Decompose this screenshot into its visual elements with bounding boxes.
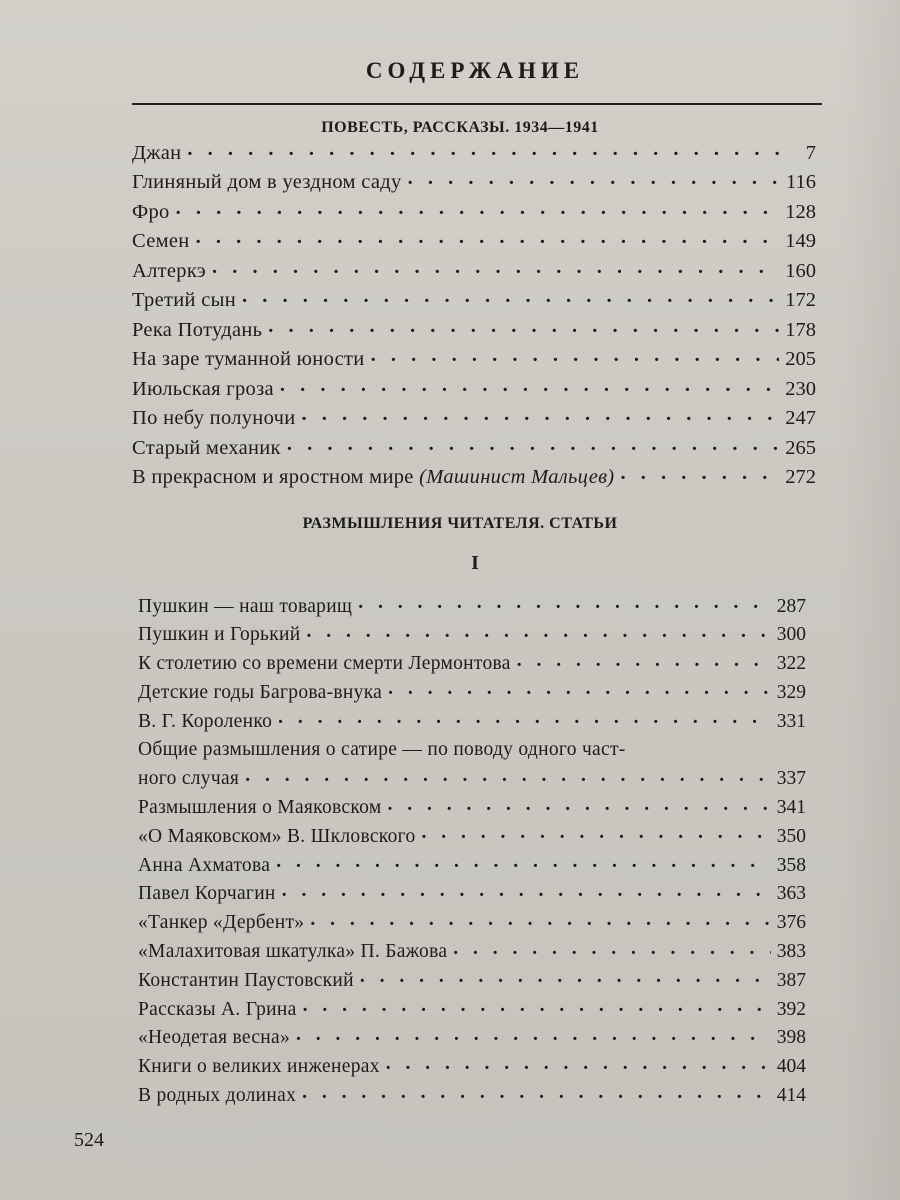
- entry-page-number: 265: [785, 436, 816, 459]
- entry-page-number: 341: [776, 797, 806, 819]
- entry-page-number: 116: [786, 171, 816, 193]
- toc-entry: [138, 794, 806, 823]
- dot-leader: [453, 938, 770, 958]
- entry-title: «Неодетая весна»: [138, 1027, 291, 1049]
- entry-page-number: 331: [776, 710, 806, 732]
- toc-entry: [132, 374, 816, 404]
- dot-leader: [176, 197, 780, 218]
- dot-leader: [242, 286, 779, 307]
- toc-entry: [138, 592, 806, 621]
- toc-entry: [138, 909, 806, 938]
- toc-entry: [132, 433, 816, 463]
- toc-entry: [132, 197, 816, 227]
- dot-leader: [268, 315, 779, 336]
- toc-entry: [138, 1053, 806, 1082]
- entry-title-main: В прекрасном и яростном мире: [132, 466, 414, 488]
- dot-leader: [196, 227, 780, 248]
- dot-leader: [302, 1082, 771, 1102]
- dot-leader: [278, 707, 771, 727]
- toc-entry: [138, 822, 806, 851]
- entry-title: «Танкер «Дербент»: [138, 912, 305, 934]
- entry-title: Пушкин — наш товарищ: [138, 595, 353, 617]
- entry-title: Размышления о Маяковском: [138, 797, 382, 819]
- entry-title: Павел Корчагин: [138, 883, 276, 905]
- toc-entry: [132, 138, 816, 168]
- entry-page-number: 414: [776, 1085, 806, 1107]
- entry-page-number: 363: [776, 883, 806, 905]
- entry-page-number: 7: [805, 141, 816, 164]
- section-heading-essays: РАЗМЫШЛЕНИЯ ЧИТАТЕЛЯ. СТАТЬИ: [302, 515, 618, 532]
- page-edge-shadow: [840, 0, 900, 1200]
- entry-title-subtitle: (Машинист Мальцев): [419, 466, 615, 488]
- entry-page-number: 329: [776, 681, 806, 703]
- entry-page-number: 404: [776, 1056, 806, 1078]
- entry-title: Река Потудань: [132, 318, 263, 341]
- toc-list-essays: [138, 592, 806, 1110]
- dot-leader: [212, 256, 779, 277]
- dot-leader: [358, 592, 771, 612]
- dot-leader: [280, 374, 779, 395]
- entry-page-number: 178: [785, 318, 816, 341]
- entry-title: К столетию со времени смерти Лермонтова: [138, 653, 511, 675]
- toc-entry-wrapped-line: [138, 736, 806, 765]
- entry-title: Общие размышления о сатире — по поводу одного част-: [138, 738, 626, 760]
- toc-entry: [138, 995, 806, 1024]
- toc-entry: [138, 1024, 806, 1053]
- toc-entry: [138, 1082, 806, 1111]
- toc-entry: [132, 345, 816, 375]
- toc-entry: [138, 678, 806, 707]
- entry-title: «Малахитовая шкатулка» П. Бажова: [138, 941, 448, 963]
- dot-leader: [386, 1053, 771, 1073]
- toc-entry: [138, 650, 806, 679]
- dot-leader: [371, 345, 780, 366]
- entry-title: На заре туманной юности: [132, 348, 365, 370]
- dot-leader: [296, 1024, 771, 1044]
- dot-leader: [422, 822, 771, 842]
- dot-leader: [245, 765, 771, 785]
- dot-leader: [287, 433, 779, 454]
- entry-page-number: 387: [776, 969, 806, 991]
- dot-leader: [303, 995, 771, 1015]
- entry-title: Джан: [132, 141, 182, 164]
- entry-page-number: 149: [785, 230, 816, 252]
- dot-leader: [387, 794, 770, 814]
- entry-title: Рассказы А. Грина: [138, 998, 297, 1020]
- entry-title: Глиняный дом в уездном саду: [132, 171, 402, 193]
- entry-title-continued: ного случая: [138, 768, 240, 790]
- toc-entry: [138, 707, 806, 736]
- entry-title: [132, 463, 614, 493]
- dot-leader: [620, 463, 779, 484]
- entry-page-number: 287: [776, 595, 806, 617]
- dot-leader: [301, 404, 779, 425]
- dot-leader: [360, 966, 771, 986]
- dot-leader: [276, 851, 771, 871]
- toc-entry: [138, 851, 806, 880]
- dot-leader: [408, 168, 780, 189]
- toc-entry: [138, 621, 806, 650]
- entry-title: Анна Ахматова: [138, 854, 271, 876]
- entry-title: Старый механик: [132, 436, 281, 459]
- entry-title: Алтеркэ: [132, 259, 206, 282]
- toc-entry: [132, 315, 816, 345]
- toc-entry: [132, 463, 816, 493]
- entry-page-number: 337: [776, 768, 806, 790]
- part-number: I: [471, 552, 479, 574]
- entry-page-number: 392: [776, 998, 806, 1020]
- toc-entry: [138, 880, 806, 909]
- entry-page-number: 300: [776, 624, 806, 646]
- toc-entry: [138, 765, 806, 794]
- title-rule: [132, 103, 822, 105]
- entry-page-number: 383: [776, 941, 806, 963]
- toc-entry: [132, 227, 816, 257]
- entry-page-number: 172: [785, 289, 816, 311]
- page-title: СОДЕРЖАНИЕ: [365, 58, 585, 83]
- toc-entry: [132, 256, 816, 286]
- toc-entry: [138, 938, 806, 967]
- entry-title: Семен: [132, 230, 190, 252]
- dot-leader: [187, 138, 782, 159]
- entry-title: «О Маяковском» В. Шкловского: [138, 825, 416, 847]
- entry-title: В. Г. Короленко: [138, 710, 273, 732]
- toc-list-stories: [132, 138, 816, 492]
- toc-entry: [132, 404, 816, 434]
- entry-title: Третий сын: [132, 289, 236, 311]
- entry-page-number: 398: [776, 1027, 806, 1049]
- toc-entry: [138, 966, 806, 995]
- entry-title: Июльская гроза: [132, 377, 274, 400]
- toc-entry: [132, 286, 816, 316]
- dot-leader: [517, 650, 771, 670]
- entry-title: Книги о великих инженерах: [138, 1056, 380, 1078]
- entry-page-number: 247: [785, 407, 816, 429]
- section-heading-stories: ПОВЕСТЬ, РАССКАЗЫ. 1934—1941: [321, 119, 599, 136]
- entry-page-number: 350: [776, 825, 806, 847]
- page-folio-number: 524: [74, 1129, 104, 1151]
- toc-entry: [132, 168, 816, 198]
- entry-page-number: 272: [785, 466, 816, 488]
- entry-title: Константин Паустовский: [138, 969, 354, 991]
- dot-leader: [306, 621, 770, 641]
- entry-page-number: 128: [785, 200, 816, 223]
- entry-title: По небу полуночи: [132, 407, 296, 429]
- entry-page-number: 358: [776, 854, 806, 876]
- entry-title: Пушкин и Горький: [138, 624, 301, 646]
- entry-title: Детские годы Багрова-внука: [138, 681, 383, 703]
- entry-page-number: 160: [785, 259, 816, 282]
- dot-leader: [310, 909, 770, 929]
- dot-leader: [388, 678, 771, 698]
- entry-page-number: 230: [785, 377, 816, 400]
- entry-title: В родных долинах: [138, 1085, 297, 1107]
- entry-title: Фро: [132, 200, 170, 223]
- dot-leader: [282, 880, 771, 900]
- entry-page-number: 205: [785, 348, 816, 370]
- entry-page-number: 376: [776, 912, 806, 934]
- entry-page-number: 322: [776, 653, 806, 675]
